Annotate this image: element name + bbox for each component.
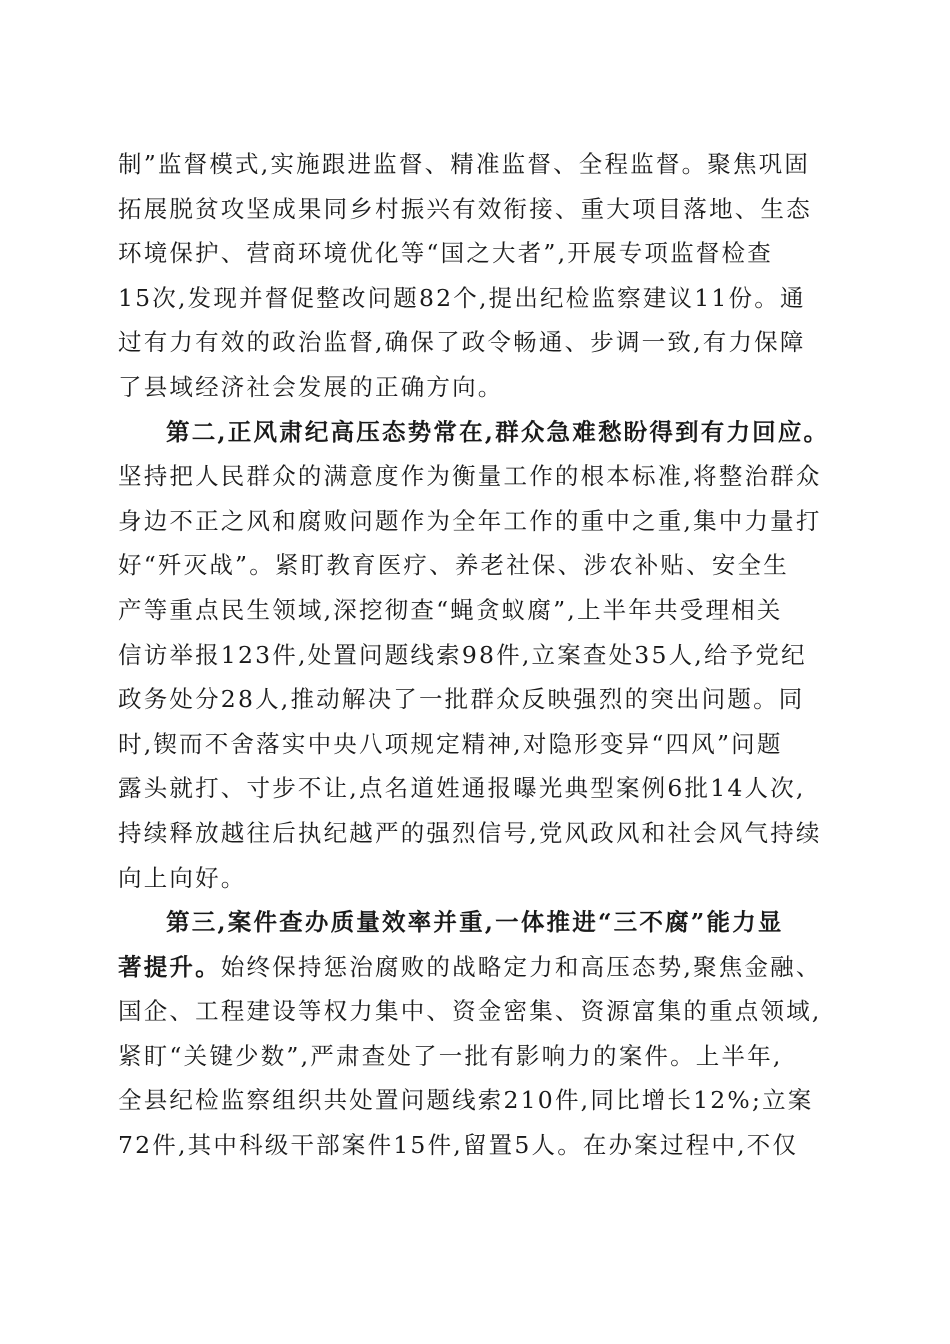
text-line: 身边不正之风和腐败问题作为全年工作的重中之重,集中力量打 bbox=[118, 506, 822, 535]
text-line: 向上向好。 bbox=[118, 863, 247, 892]
text-line: 时,锲而不舍落实中央八项规定精神,对隐形变异“四风”问题 bbox=[118, 729, 783, 758]
text-line: 紧盯“关键少数”,严肃查处了一批有影响力的案件。上半年, bbox=[118, 1041, 783, 1070]
text-line: 国企、工程建设等权力集中、资金密集、资源富集的重点领域, bbox=[118, 997, 822, 1026]
paragraph-political-supervision bbox=[118, 142, 830, 410]
text-line: 72件,其中科级干部案件15件,留置5人。在办案过程中,不仅 bbox=[118, 1131, 799, 1160]
text-line: 环境保护、营商环境优化等“国之大者”,开展专项监督检查 bbox=[118, 239, 773, 268]
text-line: 过有力有效的政治监督,确保了政令畅通、步调一致,有力保障 bbox=[118, 328, 806, 357]
paragraph-heading-third: 第三,案件查办质量效率并重,一体推进“三不腐”能力显 bbox=[166, 908, 784, 937]
text-line: 政务处分28人,推动解决了一批群众反映强烈的突出问题。同 bbox=[118, 685, 805, 714]
text-line: 全县纪检监察组织共处置问题线索210件,同比增长12%;立案 bbox=[118, 1086, 814, 1115]
document-body bbox=[118, 142, 830, 1168]
text-line: 好“歼灭战”。紧盯教育医疗、养老社保、涉农补贴、安全生 bbox=[118, 551, 789, 580]
text-line: 了县域经济社会发展的正确方向。 bbox=[118, 372, 504, 401]
text-run: 始终保持惩治腐败的战略定力和高压态势,聚焦金融、 bbox=[220, 952, 822, 981]
text-line: 信访举报123件,处置问题线索98件,立案查处35人,给予党纪 bbox=[118, 640, 807, 669]
text-line: 15次,发现并督促整改问题82个,提出纪检监察建议11份。通 bbox=[118, 283, 806, 312]
paragraph-third-point bbox=[118, 900, 830, 1168]
text-line: 坚持把人民群众的满意度作为衡量工作的根本标准,将整治群众 bbox=[118, 462, 822, 491]
text-line: 产等重点民生领域,深挖彻查“蝇贪蚁腐”,上半年共受理相关 bbox=[118, 595, 783, 624]
text-line-mixed bbox=[118, 945, 830, 990]
text-line: 制”监督模式,实施跟进监督、精准监督、全程监督。聚焦巩固 bbox=[118, 150, 811, 178]
paragraph-second-point bbox=[118, 410, 830, 901]
text-line: 露头就打、寸步不让,点名道姓通报曝光典型案例6批14人次, bbox=[118, 774, 806, 803]
paragraph-heading-third-end: 著提升。 bbox=[118, 952, 221, 981]
paragraph-heading-second: 第二,正风肃纪高压态势常在,群众急难愁盼得到有力回应。 bbox=[166, 417, 830, 446]
text-line: 拓展脱贫攻坚成果同乡村振兴有效衔接、重大项目落地、生态 bbox=[118, 194, 812, 223]
text-line: 持续释放越往后执纪越严的强烈信号,党风政风和社会风气持续 bbox=[118, 818, 822, 847]
